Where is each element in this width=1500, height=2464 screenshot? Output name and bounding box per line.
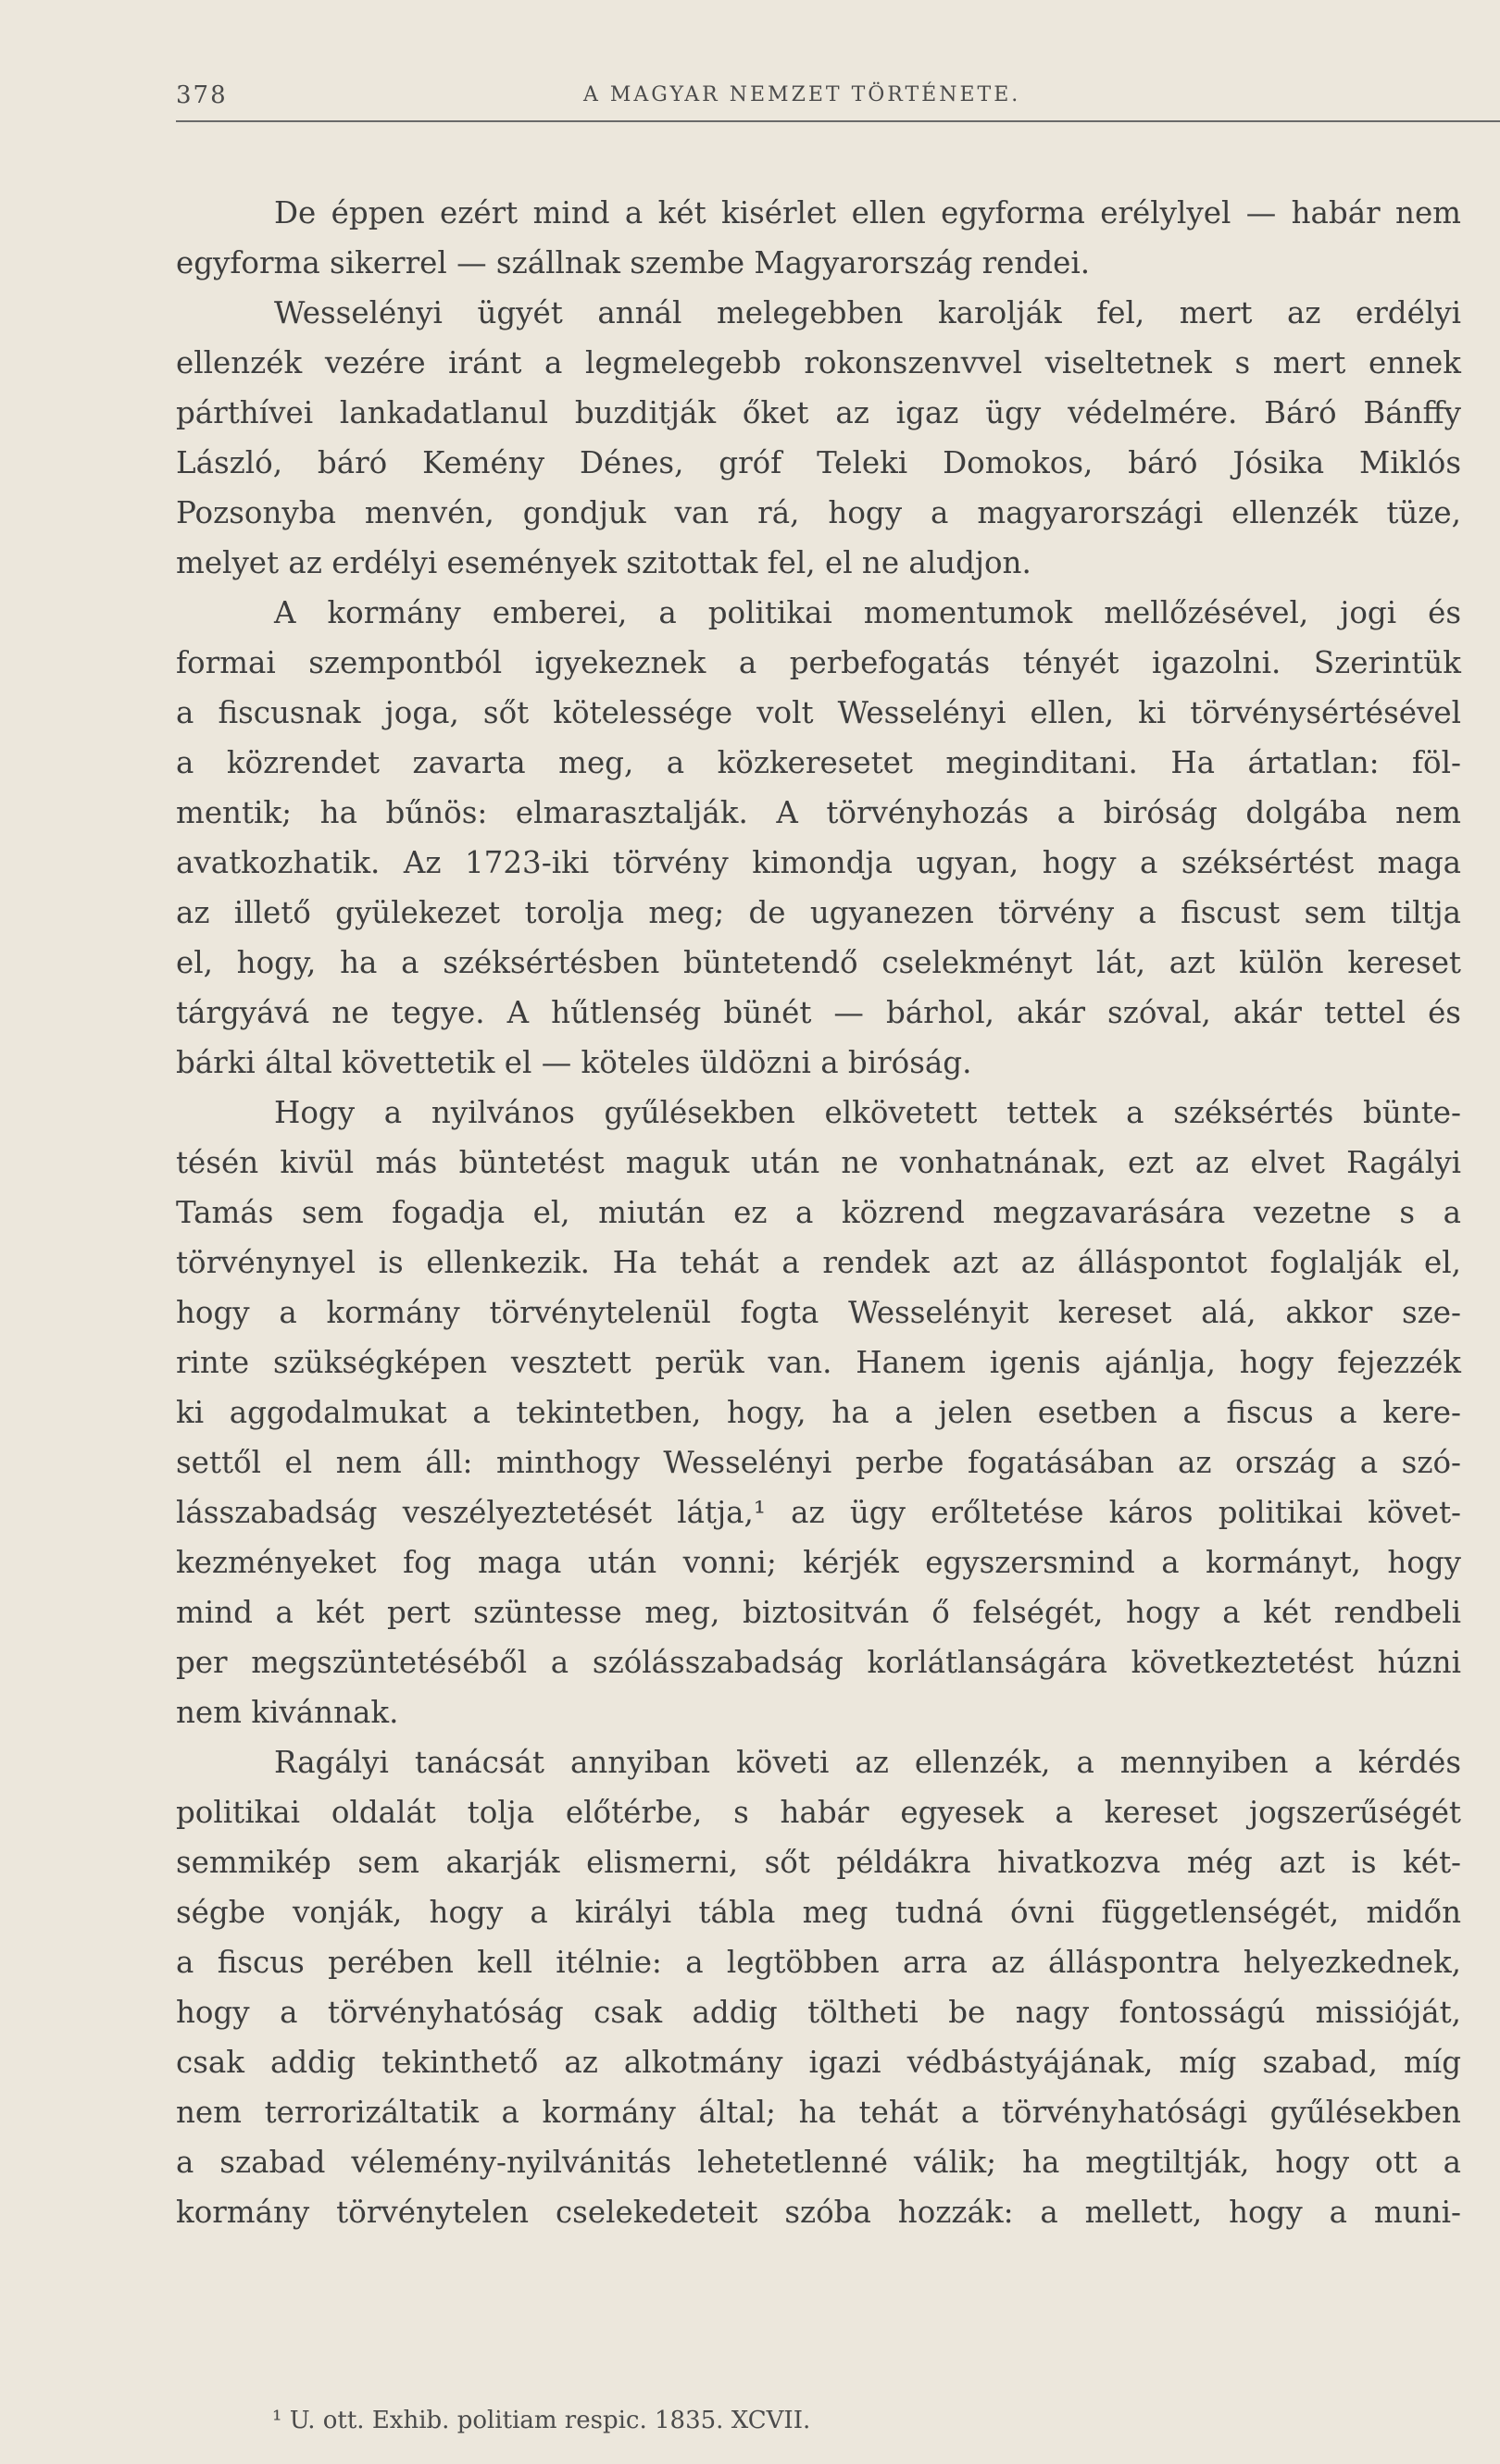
text-line: hogy a kormány törvénytelenül fogta Wesselényit kereset alá, akkor sze-	[176, 1295, 1461, 1330]
text-line: kormány törvénytelen cselekedeteit szóba hozzák: a mellett, hogy a muni-	[176, 2195, 1461, 2230]
text-line: per megszüntetéséből a szólásszabadság korlátlanságára következtetést húzni	[176, 1645, 1461, 1680]
text-line: Hogy a nyilvános gyűlésekben elkövetett tettek a széksértés bünte-	[274, 1095, 1461, 1130]
text-line: egyforma sikerrel — szállnak szembe Magyarország rendei.	[176, 245, 1091, 280]
text-line: tésén kivül más büntetést maguk után ne vonhatnának, ezt az elvet Ragályi	[176, 1145, 1461, 1180]
text-line: A kormány emberei, a politikai momentumok mellőzésével, jogi és	[274, 595, 1461, 630]
text-line: csak addig tekinthető az alkotmány igazi védbástyájának, míg szabad, míg	[176, 2045, 1461, 2080]
text-line: el, hogy, ha a széksértésben büntetendő cselekményt lát, azt külön kereset	[176, 945, 1461, 980]
text-line: semmikép sem akarják elismerni, sőt példákra hivatkozva még azt is két-	[176, 1845, 1461, 1880]
text-line: ellenzék vezére iránt a legmelegebb rokonszenvvel viseltetnek s mert ennek	[176, 345, 1461, 380]
text-line: ki aggodalmukat a tekintetben, hogy, ha a jelen esetben a fiscus a kere-	[176, 1395, 1461, 1430]
header-rule	[176, 120, 1500, 122]
text-line: Wesselényi ügyét annál melegebben karolják fel, mert az erdélyi	[274, 295, 1461, 330]
text-line: bárki által követtetik el — köteles üldözni a biróság.	[176, 1045, 972, 1080]
text-line: melyet az erdélyi események szitottak fel, el ne aludjon.	[176, 545, 1031, 580]
text-line: lásszabadság veszélyeztetését látja,¹ az ügy erőltetése káros politikai követ-	[176, 1495, 1461, 1530]
text-line: párthívei lankadatlanul buzditják őket az igaz ügy védelmére. Báró Bánffy	[176, 395, 1461, 430]
text-line: az illető gyülekezet torolja meg; de ugyanezen törvény a fiscust sem tiltja	[176, 895, 1461, 930]
text-line: hogy a törvényhatóság csak addig töltheti be nagy fontosságú missióját,	[176, 1995, 1461, 2030]
text-line: mentik; ha bűnös: elmarasztalják. A törvényhozás a biróság dolgába nem	[176, 795, 1461, 830]
text-line: Ragályi tanácsát annyiban követi az ellenzék, a mennyiben a kérdés	[274, 1745, 1461, 1780]
text-line: politikai oldalát tolja előtérbe, s habár egyesek a kereset jogszerűségét	[176, 1795, 1461, 1830]
text-line: De éppen ezért mind a két kisérlet ellen egyforma erélylyel — habár nem	[274, 195, 1461, 230]
text-line: avatkozhatik. Az 1723-iki törvény kimondja ugyan, hogy a széksértést maga	[176, 845, 1461, 880]
text-line: kezményeket fog maga után vonni; kérjék egyszersmind a kormányt, hogy	[176, 1545, 1461, 1580]
page-number: 378	[176, 81, 228, 109]
footnote: ¹ U. ott. Exhib. politiam respic. 1835. XCVII.	[272, 2407, 811, 2434]
text-line: törvénynyel is ellenkezik. Ha tehát a rendek azt az álláspontot foglalják el,	[176, 1245, 1461, 1280]
body-text	[176, 188, 1461, 2237]
text-line: a közrendet zavarta meg, a közkeresetet meginditani. Ha ártatlan: föl-	[176, 745, 1461, 780]
text-line: nem kivánnak.	[176, 1695, 399, 1730]
text-line: tárgyává ne tegye. A hűtlenség bünét — bárhol, akár szóval, akár tettel és	[176, 995, 1461, 1030]
text-line: László, báró Kemény Dénes, gróf Teleki Domokos, báró Jósika Miklós	[176, 445, 1461, 480]
text-line: a fiscus perében kell itélnie: a legtöbben arra az álláspontra helyezkednek,	[176, 1945, 1461, 1980]
text-line: rinte szükségképen vesztett perük van. Hanem igenis ajánlja, hogy fejezzék	[176, 1345, 1461, 1380]
text-line: formai szempontból igyekeznek a perbefogatás tényét igazolni. Szerintük	[176, 645, 1461, 680]
text-line: mind a két pert szüntesse meg, biztositván ő felségét, hogy a két rendbeli	[176, 1595, 1461, 1630]
text-line: a fiscusnak joga, sőt kötelessége volt Wesselényi ellen, ki törvénysértésével	[176, 695, 1461, 730]
text-line: ségbe vonják, hogy a királyi tábla meg tudná óvni függetlenségét, midőn	[176, 1895, 1461, 1930]
text-line: Tamás sem fogadja el, miután ez a közrend megzavarására vezetne s a	[176, 1195, 1461, 1230]
running-head: A MAGYAR NEMZET TÖRTÉNETE.	[583, 83, 1021, 106]
text-line: nem terrorizáltatik a kormány által; ha tehát a törvényhatósági gyűlésekben	[176, 2095, 1461, 2130]
text-line: settől el nem áll: minthogy Wesselényi perbe fogatásában az ország a szó-	[176, 1445, 1461, 1480]
text-line: Pozsonyba menvén, gondjuk van rá, hogy a magyarországi ellenzék tüze,	[176, 495, 1461, 530]
text-line: a szabad vélemény-nyilvánitás lehetetlenné válik; ha megtiltják, hogy ott a	[176, 2145, 1461, 2180]
